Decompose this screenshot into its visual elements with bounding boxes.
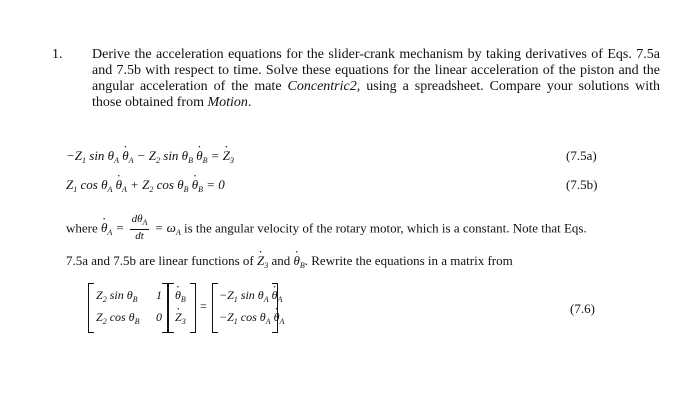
angular-velocity-line xyxy=(66,215,587,244)
vector-x-r2: · $Z_3$ xyxy=(175,310,186,326)
vector-b-left-bracket xyxy=(212,283,218,333)
d-theta-dt-fraction: $\frac{d\theta_A}{dt}$ xyxy=(131,213,148,242)
problem-text-mid: , using a spreadsheet. Compare your solutions with those obtained from xyxy=(92,79,660,110)
and-word: and xyxy=(271,253,291,268)
where-word: where xyxy=(66,220,98,236)
vector-b-right-bracket xyxy=(272,283,278,333)
problem-statement xyxy=(92,47,660,111)
linear-functions-text: 7.5a and 7.5b are linear functions of xyxy=(66,253,254,268)
matrix-a-left-bracket xyxy=(88,283,94,333)
vector-x-left-bracket xyxy=(168,283,174,333)
problem-number: 1. xyxy=(52,47,63,62)
matrix-a-r1c2: 1 xyxy=(156,288,162,302)
motion-name: Motion xyxy=(207,95,248,110)
z3-dot: · $Z_3$ xyxy=(257,253,268,268)
vector-x-r1: · $\theta_B$ xyxy=(175,288,186,304)
linear-functions-line xyxy=(66,253,513,270)
equation-label-7-5a: (7.5a) xyxy=(566,148,597,163)
theta-a-dot-def: · $\theta_A$ = $\frac{d\theta_A}{dt}$ = $\omega_A$ xyxy=(101,220,184,235)
mate-name: Concentric2 xyxy=(287,79,357,94)
vector-b-r1: $-Z_1$ $\sin \theta_A \cdot \theta_A$ xyxy=(219,288,282,304)
matrix-equals-sign: = xyxy=(200,299,207,313)
angular-velocity-text: is the angular velocity of the rotary motor, which is a constant. Note that Eqs. xyxy=(183,220,587,236)
theta-b-dot: · $\theta_B$ xyxy=(293,253,304,268)
equation-label-7-6: (7.6) xyxy=(570,301,595,316)
rewrite-text: . Rewrite the equations in a matrix from xyxy=(304,253,513,268)
equation-label-7-5b: (7.5b) xyxy=(566,177,598,192)
problem-text-start: Derive the acceleration equations for the slider-crank mechanism by taking derivatives of Eqs. 7.5a and 7.5b with respect to time. Solve these equations for the linear acceleration of the piston and the angular acceleration of the mate xyxy=(92,47,660,94)
vector-x-right-bracket xyxy=(190,283,196,333)
equation-7-5a: $-Z_1$ $\sin \theta_A \cdot \theta_A - Z_2$ $\sin \theta_B \cdot \theta_B$ = · $Z_3$ xyxy=(66,148,234,165)
vector-b-r2: $-Z_1$ $\cos \theta_A \cdot \theta_A$ xyxy=(219,310,284,326)
matrix-a-r2c2: 0 xyxy=(156,310,162,324)
matrix-a-r2c1: $Z_2$ $\cos \theta_B$ xyxy=(96,310,140,326)
equation-7-5b: $Z_1$ $\cos \theta_A \cdot \theta_A + Z_2$ $\cos \theta_B \cdot \theta_B = 0$ xyxy=(66,177,225,194)
matrix-a-r1c1: $Z_2$ $\sin \theta_B$ xyxy=(96,288,138,304)
problem-text-end: . xyxy=(247,95,252,110)
